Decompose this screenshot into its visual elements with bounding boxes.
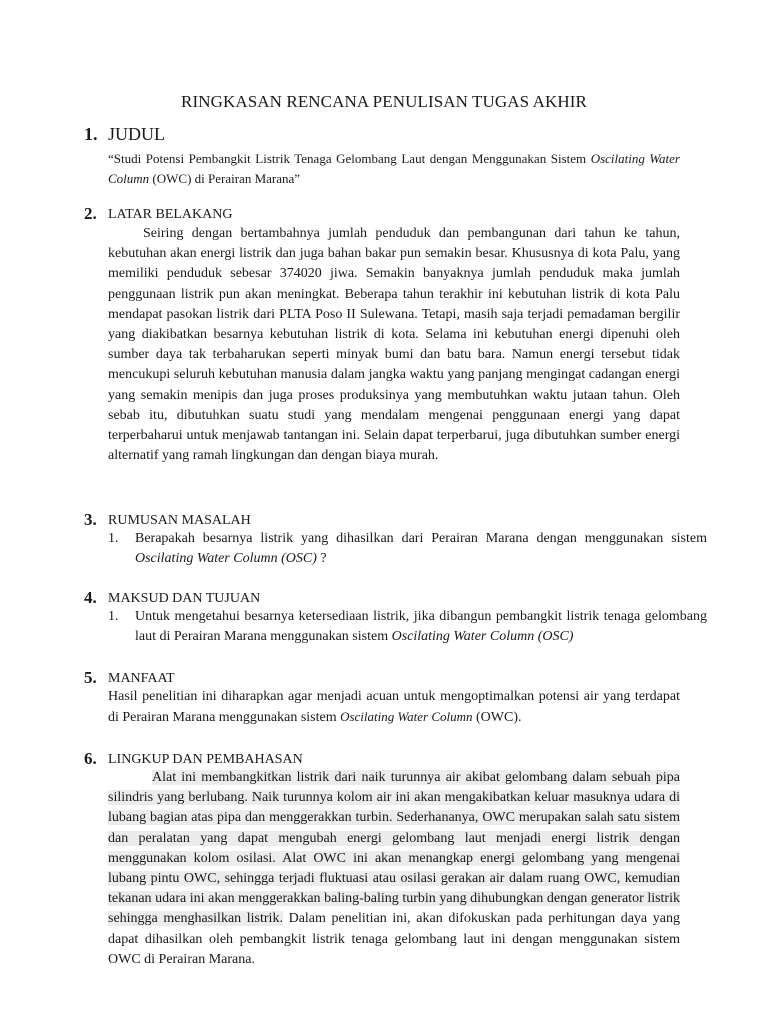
section-number: 4. [84, 588, 97, 607]
paragraph-text: Dalam penelitian ini, akan difokuskan pada perhitungan daya yang dapat dihasilkan oleh pembangkit listrik tenaga gelombang laut ini dengan menggunakan sistem OWC di Perairan Marana. [108, 911, 680, 967]
section-number: 6. [84, 749, 97, 768]
section-heading: MANFAAT [108, 671, 175, 686]
document-title: RINGKASAN RENCANA PENULISAN TUGAS AKHIR [181, 92, 587, 111]
manfaat-italic: Oscilating Water Column [340, 709, 473, 725]
section-heading: LATAR BELAKANG [108, 207, 233, 222]
section-heading: RUMUSAN MASALAH [108, 513, 251, 528]
list-item [108, 529, 707, 569]
title-text-part: (OWC) di Perairan Marana” [149, 171, 301, 186]
section-rumusan-masalah [84, 510, 707, 567]
title-text [108, 149, 680, 189]
section-heading: MAKSUD DAN TUJUAN [108, 591, 261, 606]
section-number: 1. [84, 124, 98, 144]
manfaat-text: Hasil penelitian ini diharapkan agar menjadi acuan untuk mengoptimalkan potensi air yang terdapat di Perairan Marana menggunakan sistem [108, 689, 680, 726]
list-item-text: ? [316, 551, 327, 567]
section-number: 5. [84, 668, 97, 687]
highlighted-text: Alat ini membangkitkan listrik dari naik turunnya air akibat gelombang dalam sebuah pipa silindris yang berlubang. Naik turunnya kolom air ini akan mengakibatkan keluar masuknya udara di lubang bagian atas pipa dan menggerakkan turbin. Sederhananya, OWC merupakan salah satu sistem dan peralatan yang dapat mengubah energi gelombang laut menjadi energi listrik dengan menggunakan kolom osilasi. Alat OWC ini akan menangkap energi gelombang yang mengenai lubang pintu OWC, sehingga terjadi fluktuasi atau osilasi gerakan air dalam ruang OWC, kemudian tekanan udara ini akan menggerakkan baling-baling turbin yang dihubungkan dengan generator listrik sehingga menghasilkan listrik. [108, 770, 680, 927]
list-item-number: 1. [108, 609, 119, 624]
section-heading: LINGKUP DAN PEMBAHASAN [108, 752, 303, 767]
list-item-italic: Oscilating Water Column (OSC) [135, 551, 317, 567]
latar-belakang-paragraph: Seiring dengan bertambahnya jumlah penduduk dan pembangunan dari tahun ke tahun, kebutuhan akan energi listrik dan juga bahan bakar pun semakin besar. Khususnya di kota Palu, yang memiliki penduduk sebesar 374020 jiwa. Semakin banyaknya jumlah penduduk maka jumlah penggunaan listrik pun akan meningkat. Beberapa tahun terakhir ini kebutuhan listrik di kota Palu mendapat pasokan listrik dari PLTA Poso II Sulewana. Tetapi, masih saja terjadi pemadaman bergilir yang diakibatkan besarnya kebutuhan listrik di kota. Selama ini kebutuhan energi dipenuhi oleh sumber daya tak terbaharukan seperti minyak bumi dan batu bara. Namun energi tersebut tidak mencukupi seluruh kebutuhan manusia dalam jangka waktu yang panjang mengingat cadangan energi yang semakin menipis dan juga proses produksinya yang membutuhkan waktu jutaan tahun. Oleh sebab itu, dibutuhkan suatu studi yang mendalam mengenai penggunaan energi yang dapat terperbaharui untuk menjawab tantangan ini. Selain dapat terperbarui, juga dibutuhkan sumber energi alternatif yang ramah lingkungan dan dengan biaya murah. [108, 226, 680, 464]
open-quote: “ [108, 151, 114, 166]
section-number: 3. [84, 510, 97, 529]
list-item-text: Berapakah besarnya listrik yang dihasilkan dari Perairan Marana dengan menggunakan sistem [135, 531, 707, 546]
list-item-text: Untuk mengetahui besarnya ketersediaan listrik, jika dibangun pembangkit listrik tenaga gelombang laut di Perairan Marana menggunakan sistem [135, 609, 707, 645]
section-heading: JUDUL [108, 124, 165, 144]
manfaat-paragraph [108, 687, 680, 728]
list-item-number: 1. [108, 531, 119, 546]
section-maksud-tujuan [84, 588, 707, 645]
title-text-part: Studi Potensi Pembangkit Listrik Tenaga Gelombang Laut dengan Menggunakan Sistem [113, 151, 591, 166]
lingkup-paragraph [108, 768, 680, 970]
manfaat-text: (OWC). [472, 710, 522, 726]
list-item-italic: Oscilating Water Column (OSC) [391, 629, 574, 645]
list-item [108, 607, 707, 647]
title-text-italic: Oscilating Water Column [108, 151, 680, 186]
section-number: 2. [84, 204, 97, 223]
